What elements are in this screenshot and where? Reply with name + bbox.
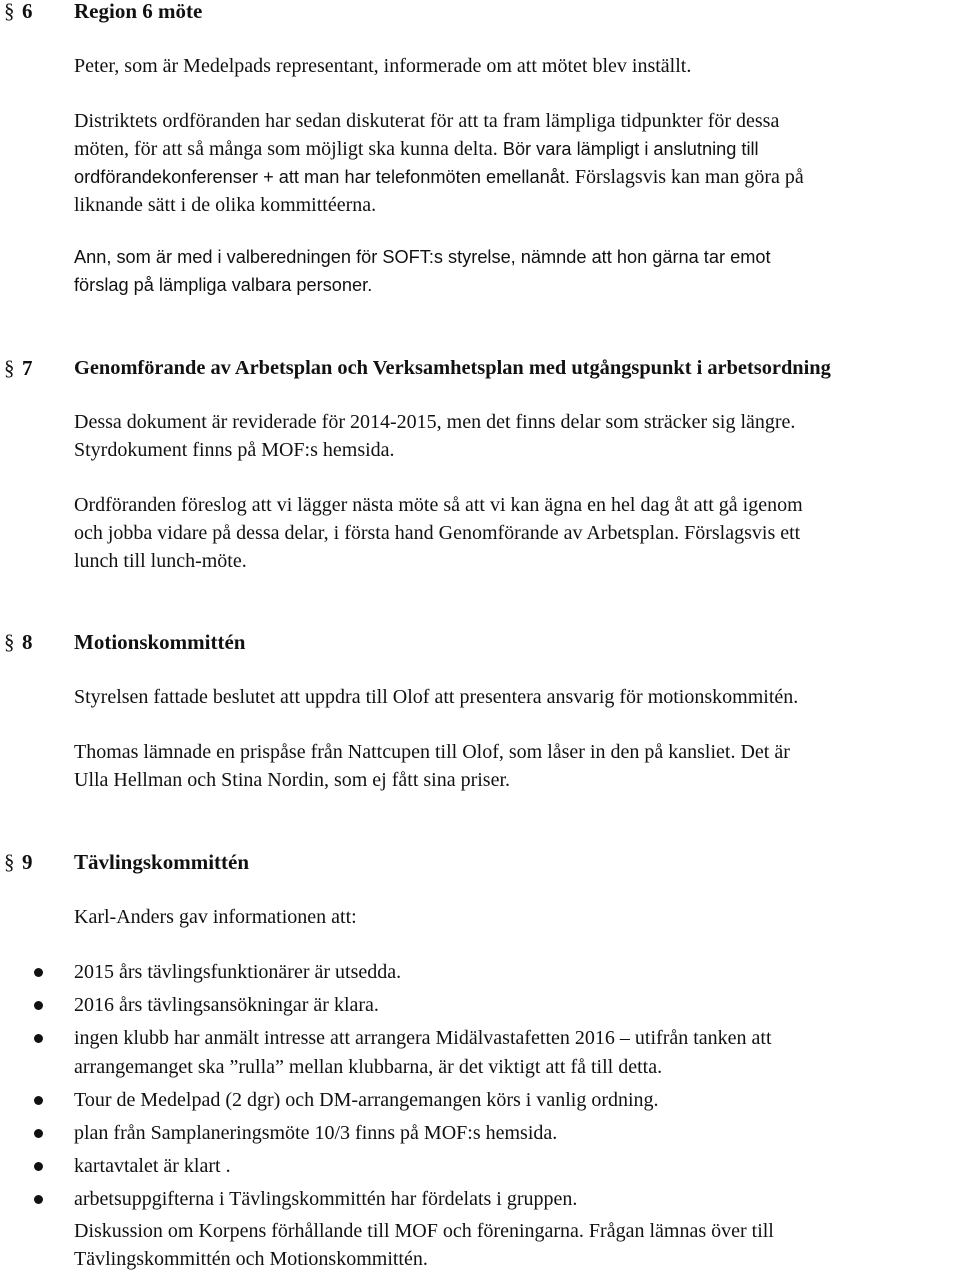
text-line: liknande sätt i de olika kommittéerna. <box>74 194 377 216</box>
text-line: och jobba vidare på dessa delar, i första hand Genomförande av Arbetsplan. Förslagsvis ett <box>74 522 801 544</box>
list-item-text: Tour de Medelpad (2 dgr) och DM-arrangemangen körs i vanlig ordning. <box>74 1089 659 1111</box>
section-6-heading <box>0 0 960 26</box>
list-item <box>0 1024 960 1082</box>
text-segment: Bör vara lämpligt i anslutning till <box>502 139 759 159</box>
bullet-list <box>0 958 960 1218</box>
text-segment: möten, för att så många som möjligt ska kunna delta. <box>74 138 503 160</box>
section-symbol: § <box>4 850 15 874</box>
list-item-text: 2016 års tävlingsansökningar är klara. <box>74 994 379 1016</box>
text-line: Thomas lämnade en prispåse från Nattcupen till Olof, som låser in den på kansliet. Det är <box>74 741 790 763</box>
text-line: Ann, som är med i valberedningen för SOFT:s styrelse, nämnde att hon gärna tar emot <box>74 247 771 267</box>
section-symbol: § <box>4 356 15 380</box>
section-9-intro <box>74 903 954 931</box>
text-line: Distriktets ordföranden har sedan diskuterat för att ta fram lämpliga tidpunkter för dessa <box>74 110 780 132</box>
bullet-icon <box>34 1034 43 1043</box>
section-7-heading <box>0 353 960 383</box>
text-line: lunch till lunch-möte. <box>74 550 247 572</box>
bullet-icon <box>34 1096 43 1105</box>
section-9-heading <box>0 847 960 877</box>
section-title: Region 6 möte <box>74 0 203 23</box>
text-line: Diskussion om Korpens förhållande till MOF och föreningarna. Frågan lämnas över till <box>74 1220 774 1242</box>
text-segment: Förslagsvis kan man göra på <box>569 166 804 188</box>
section-8-paragraph-1 <box>74 683 954 711</box>
bullet-icon <box>34 1195 43 1204</box>
text-line: Styrdokument finns på MOF:s hemsida. <box>74 439 395 461</box>
section-8-heading <box>0 627 960 657</box>
text-line: Styrelsen fattade beslutet att uppdra till Olof att presentera ansvarig för motionskommitén. <box>74 686 799 708</box>
list-item <box>0 991 960 1020</box>
text-line <box>74 163 954 191</box>
text-line: Dessa dokument är reviderade för 2014-2015, men det finns delar som sträcker sig längre. <box>74 411 796 433</box>
section-symbol: § <box>4 630 15 654</box>
list-item-text: kartavtalet är klart . <box>74 1155 231 1177</box>
section-title: Genomförande av Arbetsplan och Verksamhetsplan med utgångspunkt i arbetsordning <box>74 357 831 379</box>
list-item-text: 2015 års tävlingsfunktionärer är utsedda. <box>74 961 402 983</box>
section-9-outro <box>74 1217 954 1273</box>
text-line: Karl-Anders gav informationen att: <box>74 906 357 928</box>
section-6-paragraph-1 <box>74 52 954 80</box>
section-8-paragraph-2 <box>74 738 954 794</box>
list-item <box>0 1185 960 1214</box>
list-item <box>0 1119 960 1148</box>
section-number: 6 <box>22 0 33 23</box>
text-line: förslag på lämpliga valbara personer. <box>74 275 373 295</box>
bullet-icon <box>34 1162 43 1171</box>
list-item <box>0 958 960 987</box>
section-6-paragraph-2 <box>74 107 954 219</box>
section-number: 8 <box>22 630 33 654</box>
section-symbol: § <box>4 0 15 23</box>
text-line: Peter, som är Medelpads representant, informerade om att mötet blev inställt. <box>74 55 692 77</box>
list-item-text: arbetsuppgifterna i Tävlingskommittén har fördelats i gruppen. <box>74 1188 578 1210</box>
list-item-text: arrangemanget ska ”rulla” mellan klubbarna, är det viktigt att få till detta. <box>74 1056 663 1078</box>
section-title: Motionskommittén <box>74 630 246 654</box>
section-number: 9 <box>22 850 33 874</box>
bullet-icon <box>34 1001 43 1010</box>
list-item <box>0 1152 960 1181</box>
text-line <box>74 135 954 163</box>
bullet-icon <box>34 1129 43 1138</box>
section-7-paragraph-1 <box>74 408 954 464</box>
list-item-text: plan från Samplaneringsmöte 10/3 finns på MOF:s hemsida. <box>74 1122 558 1144</box>
list-item-text: ingen klubb har anmält intresse att arrangera Midälvastafetten 2016 – utifrån tanken att <box>74 1027 772 1049</box>
section-6-paragraph-3 <box>74 243 954 299</box>
section-number: 7 <box>22 356 33 380</box>
bullet-icon <box>34 968 43 977</box>
text-line: Tävlingskommittén och Motionskommittén. <box>74 1248 428 1270</box>
text-line: Ulla Hellman och Stina Nordin, som ej fått sina priser. <box>74 769 511 791</box>
list-item <box>0 1086 960 1115</box>
text-segment: ordförandekonferenser + att man har telefonmöten emellanåt. <box>74 167 570 187</box>
section-7-paragraph-2 <box>74 491 954 575</box>
text-line: Ordföranden föreslog att vi lägger nästa möte så att vi kan ägna en hel dag åt att gå igenom <box>74 494 803 516</box>
section-title: Tävlingskommittén <box>74 850 250 874</box>
